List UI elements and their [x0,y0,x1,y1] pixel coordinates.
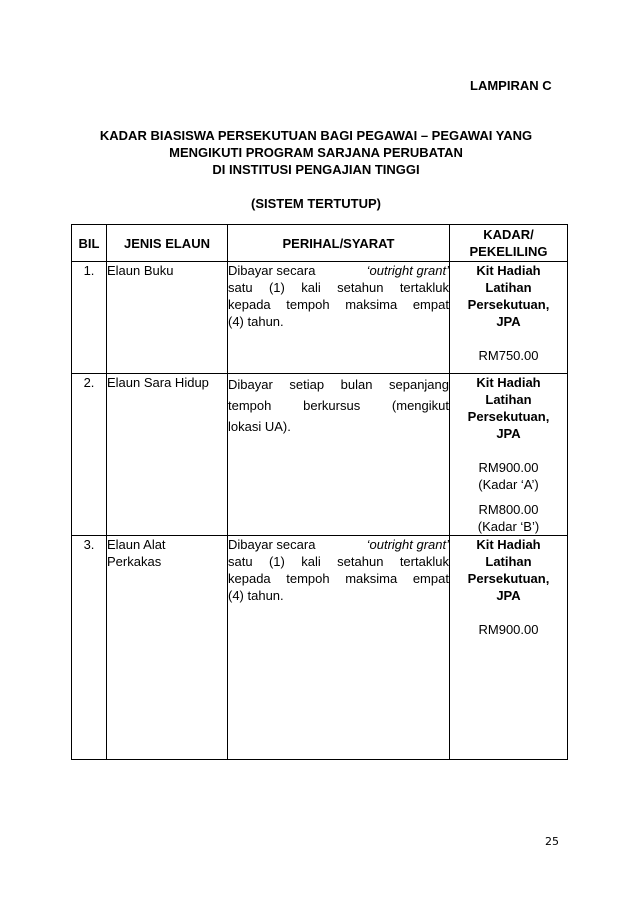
conditions-line [228,374,449,395]
rate-source-line: Latihan [485,280,532,295]
conditions-line: (4) tahun. [228,314,284,329]
allowance-type: Elaun Sara Hidup [107,374,228,536]
rate-amount: RM900.00 [478,622,539,637]
rate-source-line: Kit Hadiah [476,263,541,278]
conditions-text: Dibayar secara [228,537,316,552]
title-line-2: MENGIKUTI PROGRAM SARJANA PERUBATAN [169,145,463,160]
word: kali [301,280,321,295]
header-kadar-pekeliling [450,225,568,262]
allowance-rate [450,262,568,374]
rate-source-line: JPA [496,588,521,603]
row-number: 1. [72,262,107,374]
word: maksima [345,297,398,312]
allowance-rate [450,536,568,760]
word: (1) [268,554,285,569]
word: tempoh [228,398,272,413]
document-subtitle: (SISTEM TERTUTUP) [251,196,381,211]
rate-source-line: Latihan [485,392,532,407]
allowance-conditions [228,374,450,536]
word: setiap [289,377,325,392]
word: setahun [337,280,384,295]
rate-source [450,536,567,604]
rate-source-line: JPA [496,314,521,329]
conditions-line [228,296,449,313]
word: tertakluk [399,280,449,295]
word: kepada [228,297,271,312]
rate-source-line: Latihan [485,554,532,569]
allowance-type: Elaun Buku [107,262,228,374]
allowance-table [71,224,568,760]
word: tertakluk [399,554,449,569]
title-line-1: KADAR BIASISWA PERSEKUTUAN BAGI PEGAWAI – PEGAWAI YANG [99,128,533,143]
word: (mengikut [391,398,449,413]
word: berkursus [303,398,361,413]
conditions-line [228,395,449,416]
rate-source-line: Kit Hadiah [476,537,541,552]
rate-source [450,262,567,330]
rate-amount-b: RM800.00 [478,502,539,517]
rate-amount-a: RM900.00 [478,460,539,475]
table-header-row [72,225,568,262]
rate-amount: RM750.00 [478,348,539,363]
rate-source-line: Persekutuan, [467,409,550,424]
conditions-italic-text: ‘outright grant’ [366,537,449,552]
word: (1) [268,280,285,295]
document-title [60,127,572,178]
conditions-italic-text: ‘outright grant’ [366,263,449,278]
rate-source-line: JPA [496,426,521,441]
table-row [72,262,568,374]
rate-label-b: (Kadar ‘B’) [477,519,540,534]
word: satu [228,280,253,295]
rate-source-line: Persekutuan, [467,297,550,312]
appendix-label: LAMPIRAN C [470,78,552,93]
rate-label-a: (Kadar ‘A’) [478,477,539,492]
table-row [72,536,568,760]
header-jenis-elaun: JENIS ELAUN [107,225,228,262]
header-perihal-syarat: PERIHAL/SYARAT [228,225,450,262]
word: maksima [345,571,398,586]
word: tempoh [286,571,330,586]
word: empat [412,297,449,312]
title-line-3: DI INSTITUSI PENGAJIAN TINGGI [212,162,420,177]
rate-source [450,374,567,442]
conditions-line: lokasi UA). [228,419,291,434]
conditions-line [228,570,449,587]
row-number: 3. [72,536,107,760]
allowance-type-line: Elaun Alat [107,537,166,552]
row-number: 2. [72,374,107,536]
allowance-conditions [228,262,450,374]
conditions-line [228,553,449,570]
conditions-line [228,279,449,296]
rate-source-line: Persekutuan, [467,571,550,586]
page-number: 25 [545,835,559,848]
conditions-line: (4) tahun. [228,588,284,603]
conditions-line [228,536,449,553]
allowance-type [107,536,228,760]
word: tempoh [286,297,330,312]
word: kepada [228,571,271,586]
word: setahun [337,554,384,569]
allowance-conditions [228,536,450,760]
word: empat [412,571,449,586]
table-row [72,374,568,536]
allowance-rate [450,374,568,536]
word: Dibayar [228,377,273,392]
rate-source-line: Kit Hadiah [476,375,541,390]
word: satu [228,554,253,569]
word: bulan [340,377,373,392]
conditions-text: Dibayar secara [228,263,316,278]
header-kadar-line-1: KADAR/ [483,227,534,242]
header-kadar-line-2: PEKELILING [469,244,548,259]
conditions-line [228,262,449,279]
header-bil: BIL [72,225,107,262]
allowance-type-line: Perkakas [107,554,162,569]
word: kali [301,554,321,569]
word: sepanjang [389,377,449,392]
